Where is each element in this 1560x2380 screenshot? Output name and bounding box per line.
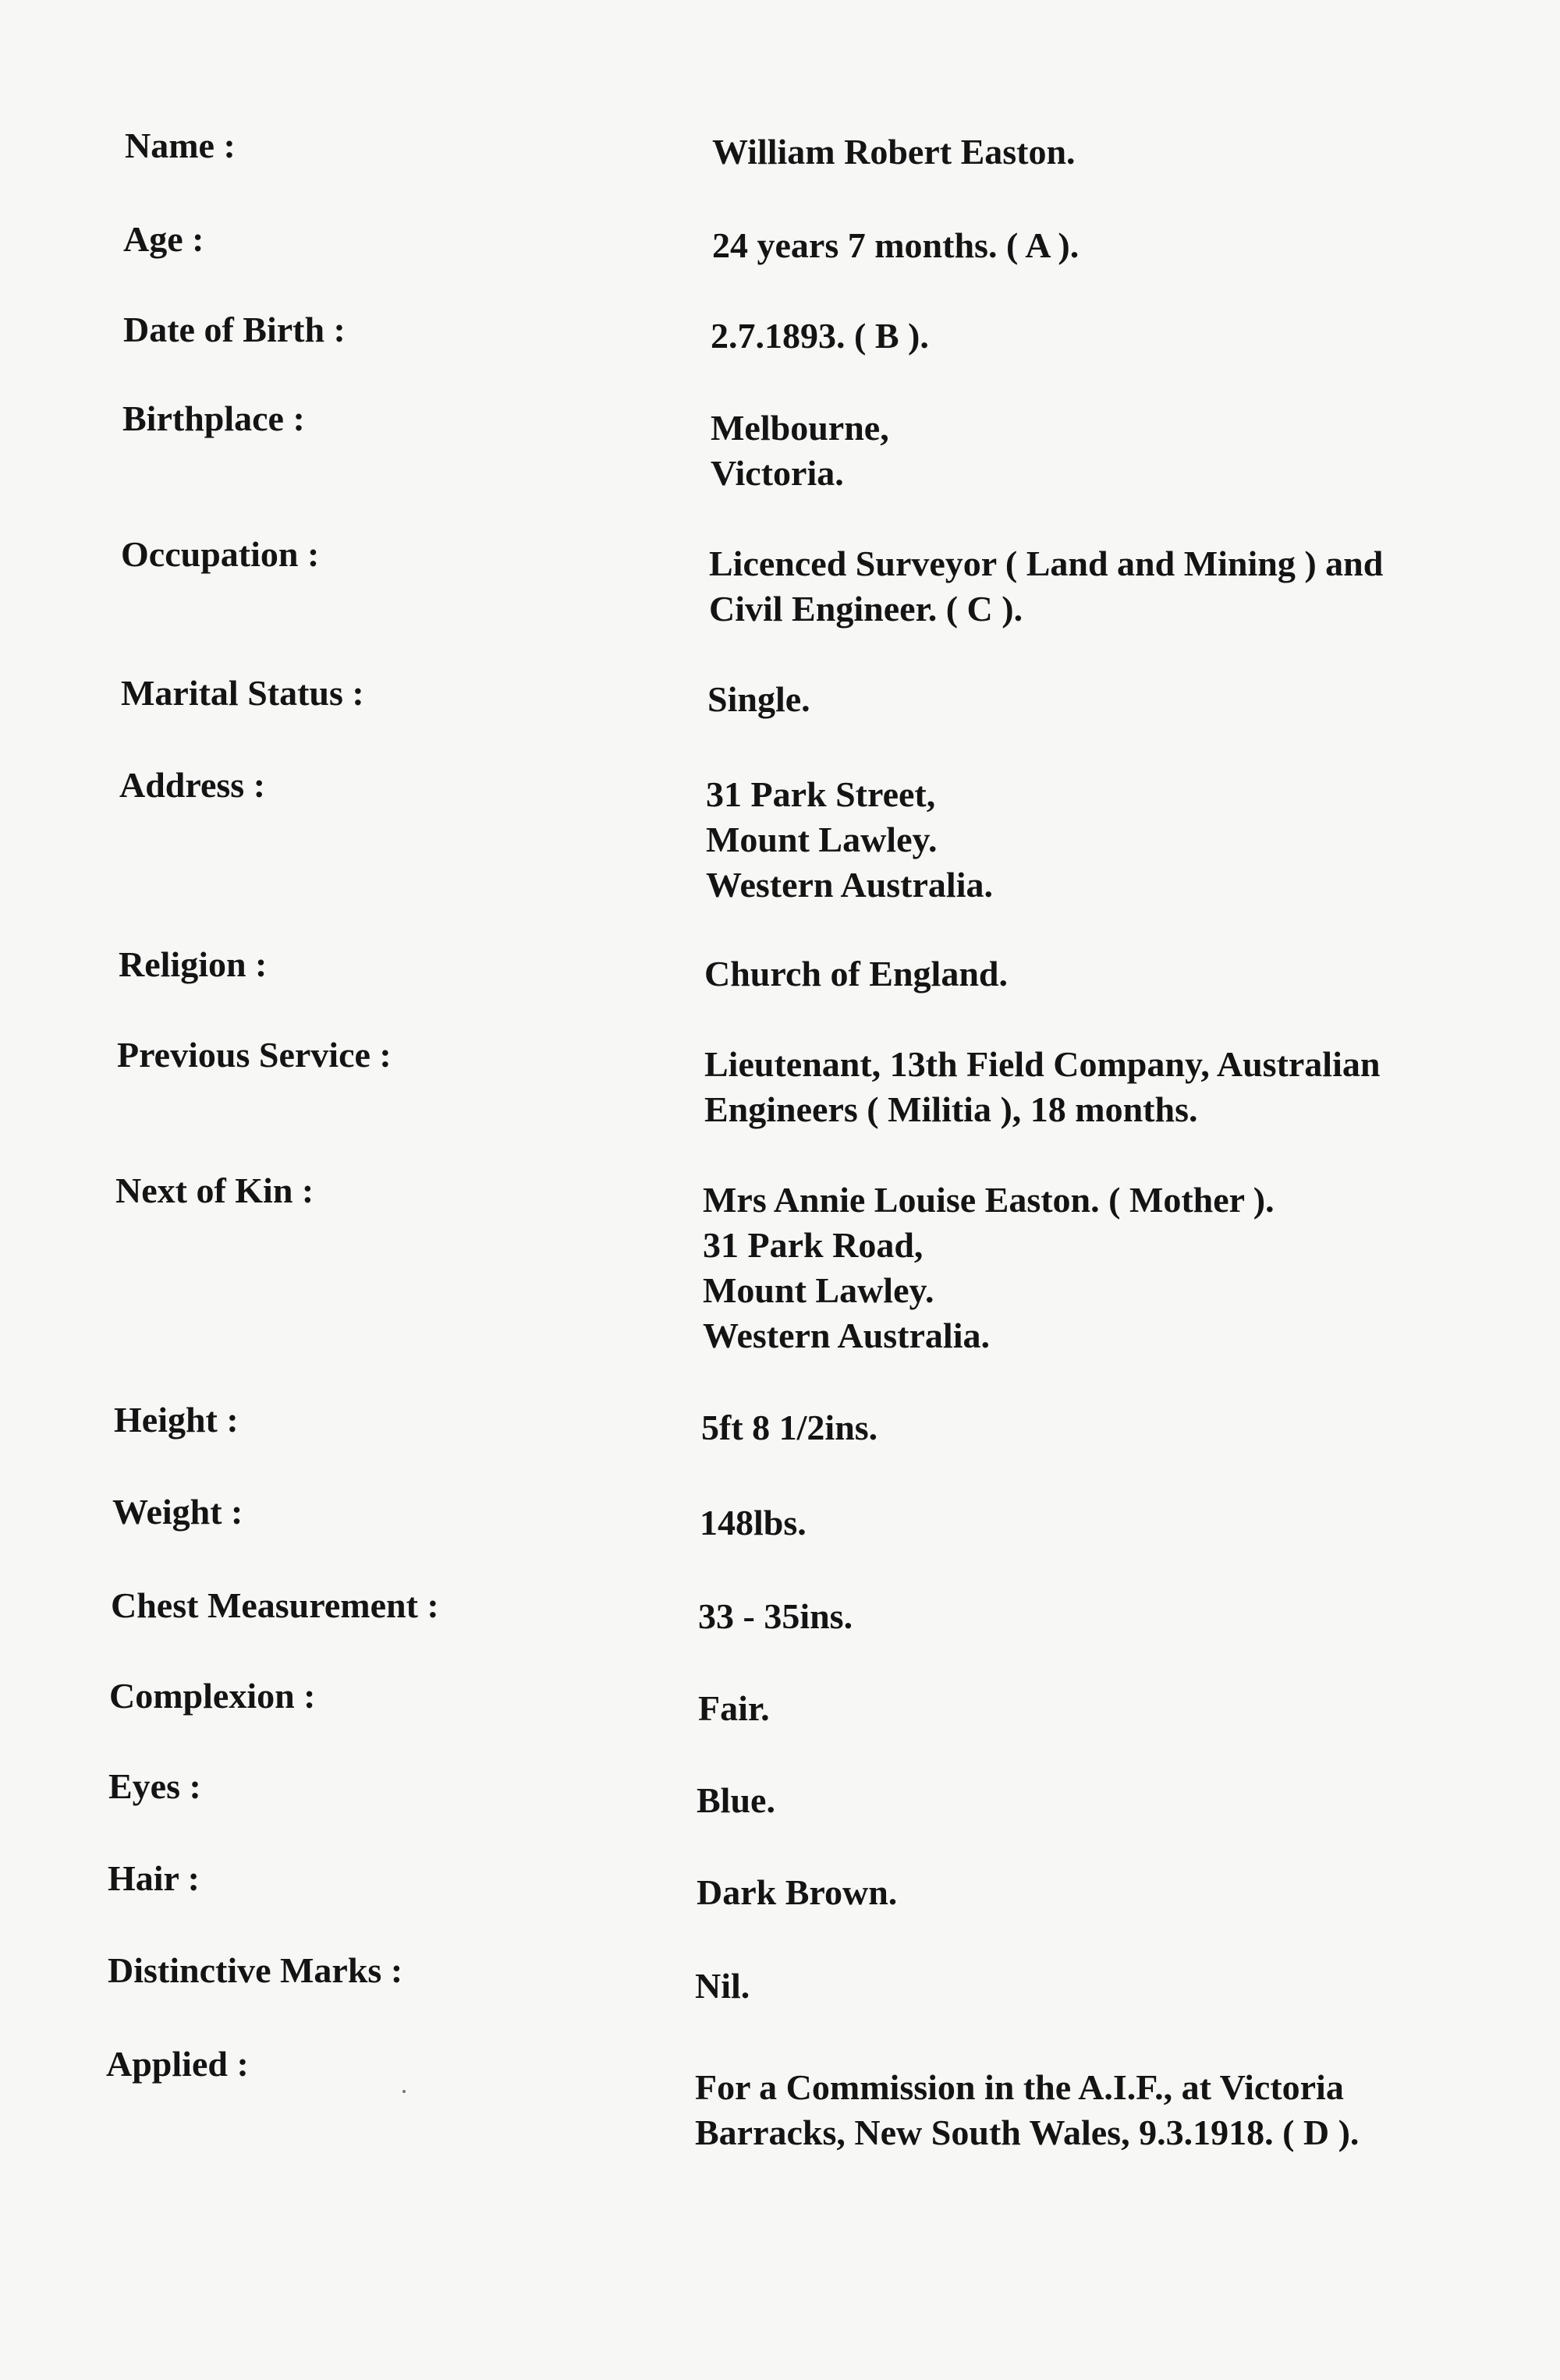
field-value-line: Single. [707,679,810,719]
field-label: Age : [123,219,204,259]
field-label: Eyes : [108,1766,201,1806]
field-label: Occupation : [121,534,320,574]
field-value-line: William Robert Easton. [712,132,1076,172]
field-value-line: Victoria. [711,453,844,493]
field-value [706,772,993,908]
field-value-line: 24 years 7 months. ( A ). [712,225,1080,265]
field-value-line: Blue. [697,1780,775,1820]
field-label: Height : [114,1400,239,1440]
field-value-line: Civil Engineer. ( C ). [709,589,1023,629]
field-label: Marital Status : [121,673,364,713]
field-value-line: Licenced Surveyor ( Land and Mining ) and [709,544,1384,583]
field-value-line: Mrs Annie Louise Easton. ( Mother ). [703,1180,1275,1220]
field-value [712,129,1076,175]
field-label: Chest Measurement : [111,1585,439,1625]
field-value [698,1686,770,1731]
field-value-line: Engineers ( Militia ), 18 months. [704,1089,1198,1129]
field-value-line: For a Commission in the A.I.F., at Victoria [695,2067,1344,2107]
field-value [704,951,1008,997]
field-value-line: Mount Lawley. [706,820,938,859]
field-value-line: Barracks, New South Wales, 9.3.1918. ( D ). [695,2113,1360,2152]
field-value [711,313,929,359]
field-value [704,1042,1380,1132]
field-value [709,541,1383,632]
field-value [707,677,810,722]
field-value-line: Western Australia. [706,865,993,905]
field-value-line: Melbourne, [711,408,889,448]
field-value-line: Nil. [695,1966,750,2006]
field-value [697,1778,775,1823]
field-value [711,406,889,496]
field-value-line: 31 Park Road, [703,1225,924,1265]
field-label: Hair : [108,1858,200,1898]
field-label: Previous Service : [117,1035,392,1075]
field-label: Weight : [112,1492,243,1532]
field-label: Applied : [106,2044,249,2084]
field-label: Address : [119,765,266,805]
field-label: Date of Birth : [123,310,346,349]
scan-speck [402,2090,406,2093]
field-value [703,1178,1275,1358]
field-value [695,1964,750,2009]
field-value-line: Dark Brown. [697,1872,898,1912]
field-value [701,1405,878,1450]
field-value-line: 2.7.1893. ( B ). [711,316,929,356]
field-value [700,1500,807,1546]
field-value-line: 5ft 8 1/2ins. [701,1408,878,1447]
field-value-line: Church of England. [704,954,1009,993]
field-label: Name : [125,126,236,165]
field-value-line: Lieutenant, 13th Field Company, Australian [704,1044,1381,1084]
field-label: Distinctive Marks : [108,1950,403,1990]
field-value-line: Fair. [698,1688,770,1728]
field-value-line: 33 - 35ins. [698,1596,853,1636]
field-value [697,1870,897,1915]
field-value-line: Western Australia. [703,1316,990,1355]
field-value-line: 31 Park Street, [706,774,936,814]
field-value-line: 148lbs. [700,1503,807,1542]
field-label: Birthplace : [122,398,305,438]
field-value [698,1594,853,1639]
field-value-line: Mount Lawley. [703,1270,934,1310]
field-label: Next of Kin : [115,1171,314,1210]
field-label: Religion : [119,944,268,984]
field-value [712,223,1079,268]
field-value [695,2065,1359,2155]
field-label: Complexion : [109,1676,316,1716]
